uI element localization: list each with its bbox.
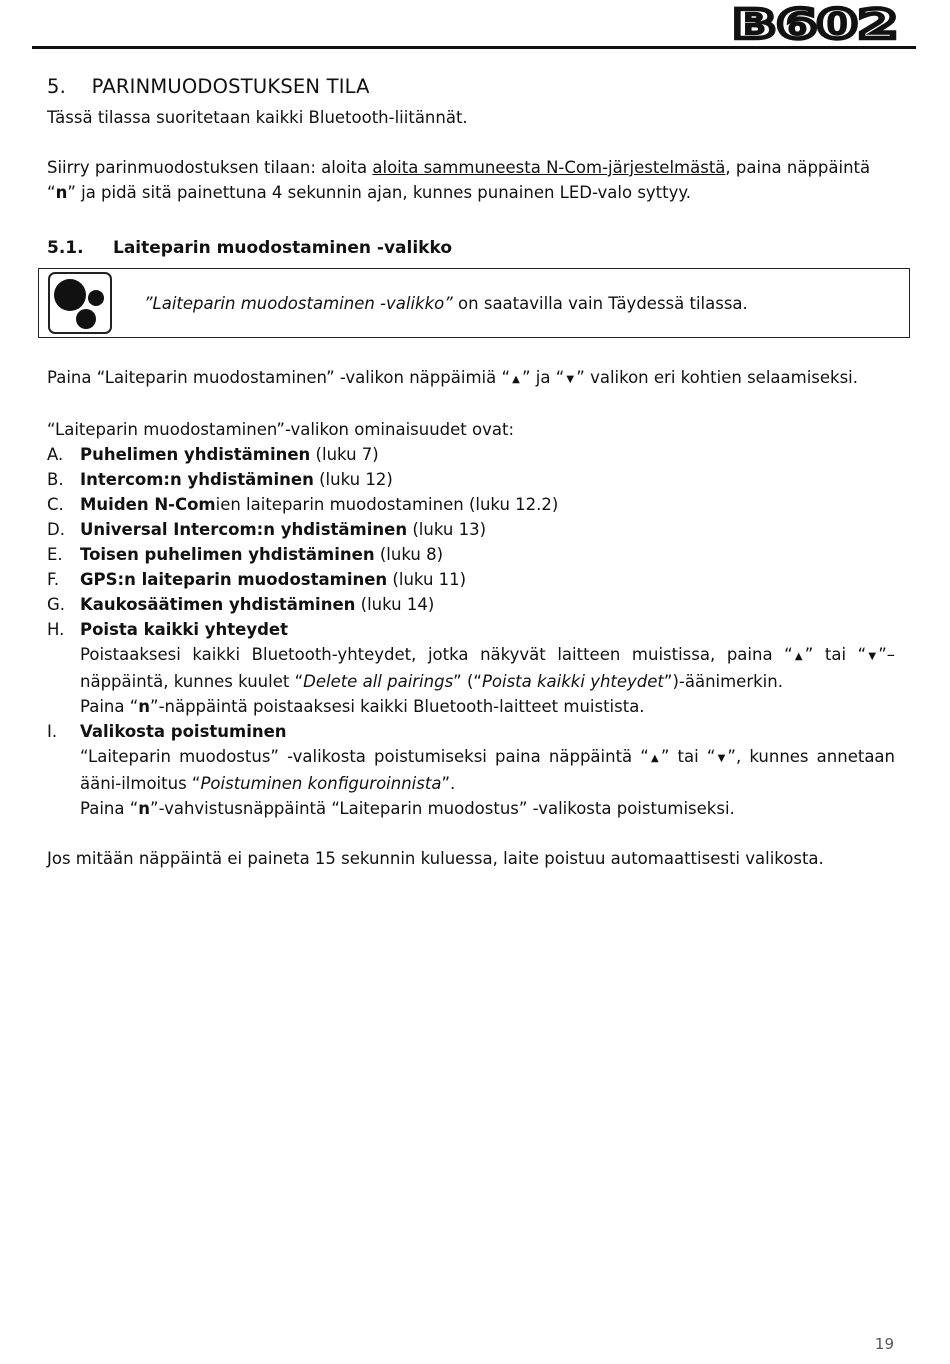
scroll-instructions: Paina “Laiteparin muodostaminen” -valikon näppäimiä “ ▲ ” ja “ ▼ ” valikon eri kohtien selaamiseksi. [47,365,895,392]
down-arrow-icon: ▼ [868,651,877,662]
page-content [47,74,895,871]
list-item: D. Universal Intercom:n yhdistäminen (luku 13) [47,520,487,539]
down-arrow-icon: ▼ [717,753,726,764]
full-mode-icon [48,272,112,334]
exit-menu-instructions: “Laiteparin muodostus” -valikosta poistumiseksi paina näppäintä “ ▲ ” tai “ ▼ ”, kunnes annetaan ääni-ilmoitus “Poistuminen konfiguroinnista”. [80,747,896,793]
list-item: A. Puhelimen yhdistäminen (luku 7) [47,445,379,464]
subsection-heading [47,236,895,261]
exit-menu-confirm: Paina “n”-vahvistusnäppäintä “Laiteparin muodostus” -valikosta poistumiseksi. [80,799,735,818]
list-item: B. Intercom:n yhdistäminen (luku 12) [47,470,393,489]
page-number: 19 [874,1335,894,1353]
delete-pairings-instructions: Poistaaksesi kaikki Bluetooth-yhteydet, jotka näkyvät laitteen muistissa, paina “ ▲ ” tai “ ▼ ”– näppäintä, kunnes kuulet “Delete all pairings” (“Poista kaikki yhteydet”)-äänimerkin. [80,645,895,691]
up-arrow-icon: ▲ [512,374,520,385]
item-title: Poista kaikki yhteydet [80,620,289,639]
up-arrow-icon: ▲ [651,753,659,764]
list-item-delete-pairings: H. Poista kaikki yhteydet Poistaaksesi kaikki Bluetooth-yhteydet, jotka näkyvät laitteen muistissa, paina “ ▲ ” tai “ ▼ ”– näppäintä, kunnes kuulet “Delete all pairings” (“Poista kaikki yhteydet”)-äänimerkin. Paina “n”-näppäintä poistaaksesi kaikki Bluetooth-laitteet muistista. [47,617,895,719]
notice-text: ”Laiteparin muodostaminen -valikko” on saatavilla vain Täydessä tilassa. [144,294,748,313]
subsection-number: 5.1. [47,238,84,258]
notice-box [38,268,910,338]
section-title: PARINMUODOSTUKSEN TILA [91,75,370,98]
timeout-note: Jos mitään näppäintä ei paineta 15 sekunnin kuluessa, laite poistuu automaattisesti valikosta. [47,849,824,868]
list-item: F. GPS:n laiteparin muodostaminen (luku 11) [47,570,467,589]
features-intro: “Laiteparin muodostaminen”-valikon ominaisuudet ovat: [47,420,515,439]
header-rule [32,46,916,49]
section-heading [47,74,895,99]
three-dots-icon [50,274,109,331]
list-item: E. Toisen puhelimen yhdistäminen (luku 8) [47,545,444,564]
key-n: n [55,183,68,202]
brand-logo-text: B602 [732,4,898,42]
up-arrow-icon: ▲ [794,651,803,662]
list-item-exit-menu: I. Valikosta poistuminen “Laiteparin muodostus” -valikosta poistumiseksi paina näppäintä “ ▲ ” tai “ ▼ ”, kunnes annetaan ääni-ilmoitus “Poistuminen konfiguroinnista”. Paina “n”-vahvistusnäppäintä “Laiteparin muodostus” -valikosta poistumiseksi. [47,719,895,821]
enter-pairing-instructions: Siirry parinmuodostuksen tilaan: aloita aloita sammuneesta N-Com-järjestelmästä, paina näppäintä “n” ja pidä sitä painettuna 4 sekunnin ajan, kunnes punainen LED-valo syttyy. [47,158,871,202]
features-list [47,442,895,821]
item-title: Valikosta poistuminen [80,722,287,741]
brand-logo [732,4,902,42]
delete-pairings-confirm: Paina “n”-näppäintä poistaaksesi kaikki Bluetooth-laitteet muistista. [80,697,645,716]
section-number: 5. [47,75,67,98]
list-item: C. Muiden N-Comien laiteparin muodostaminen (luku 12.2) [47,495,559,514]
subsection-title: Laiteparin muodostaminen -valikko [113,238,453,258]
list-item: G. Kaukosäätimen yhdistäminen (luku 14) [47,595,435,614]
instruction-link: aloita sammuneesta N-Com-järjestelmästä [372,158,726,177]
down-arrow-icon: ▼ [566,374,575,385]
section-intro: Tässä tilassa suoritetaan kaikki Bluetooth-liitännät. [47,108,468,127]
